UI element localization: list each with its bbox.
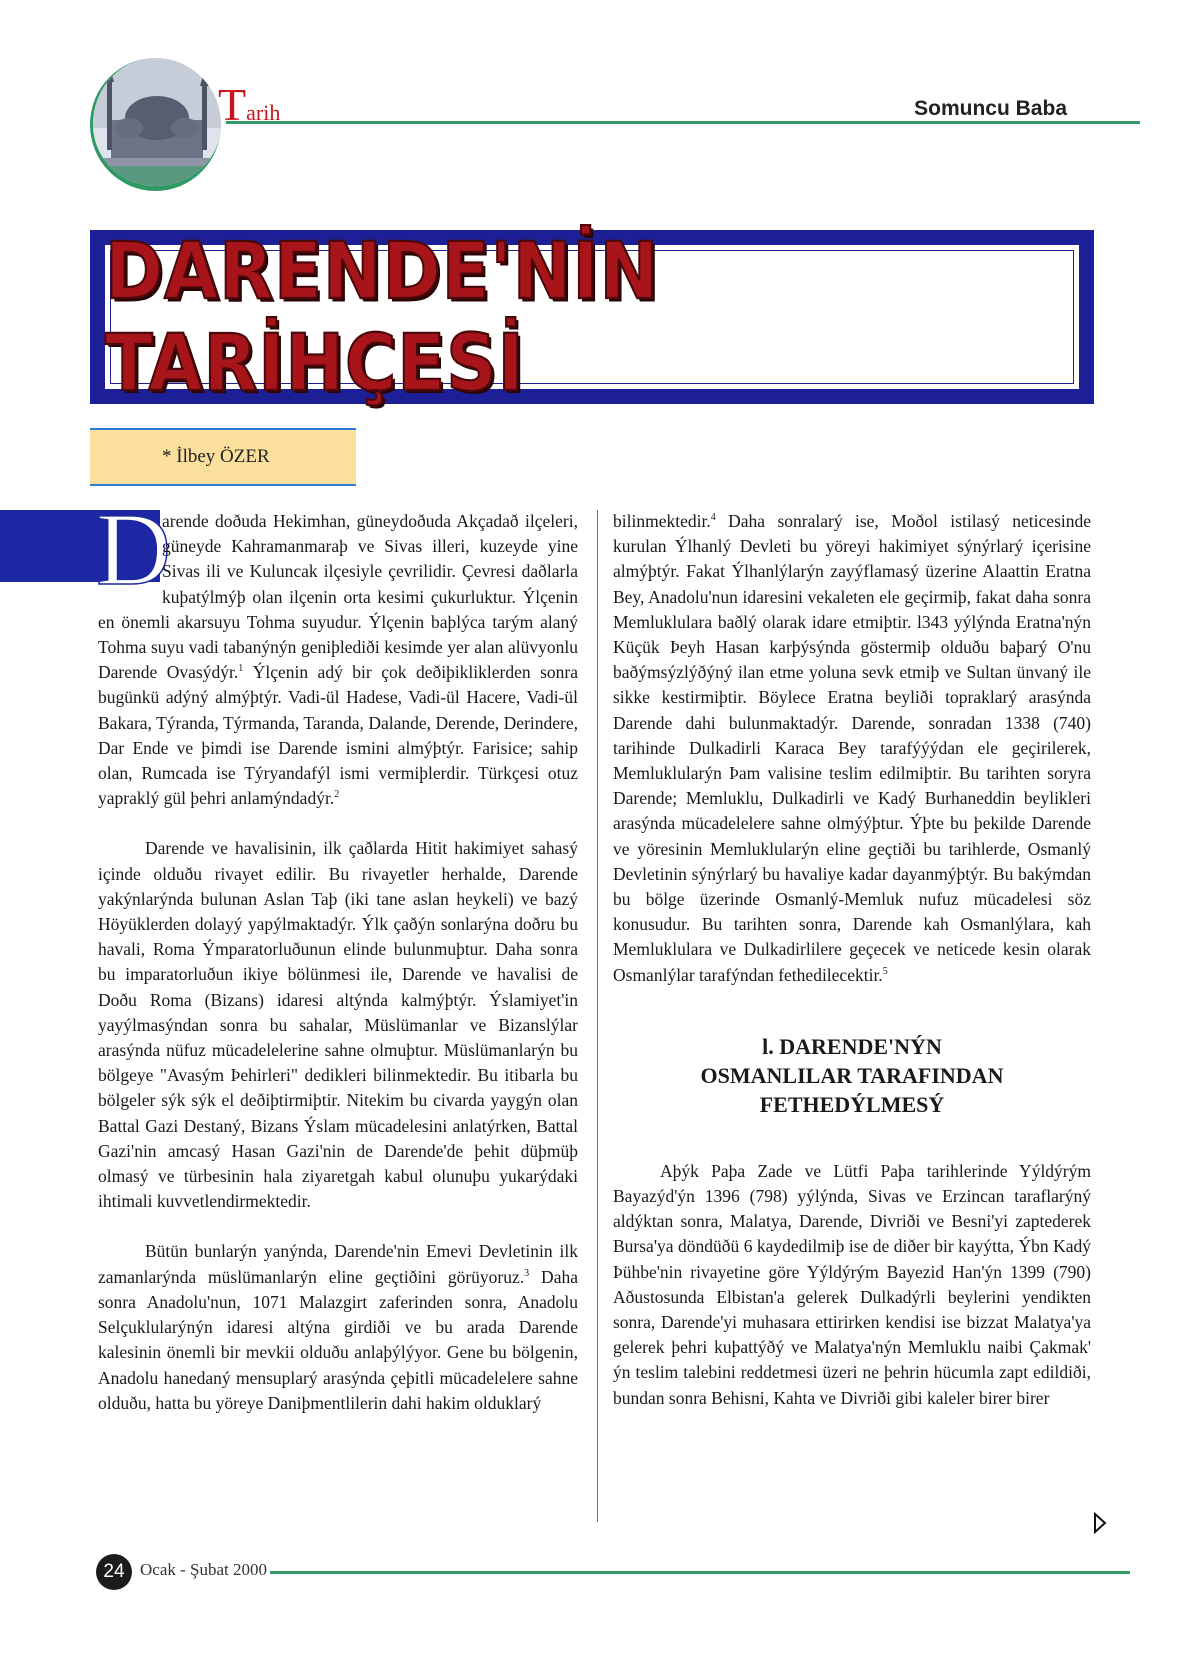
article-title: DARENDE'NİN TARİHÇESİ [105,225,660,409]
footnote-marker: 5 [882,965,888,977]
paragraph: Aþýk Paþa Zade ve Lütfi Paþa tarihlerinde Yýldýrým Bayazýd'ýn 1396 (798) yýlýnda, Sivas ve Erzincan taraflarýný aldýktan sonra, Malatya, Darende, Divriði ve Besni'yi zaptederek Bursa'ya döndüðü 6 kaydedilmiþ ise de diðer bir kayýtta, Ýbn Kadý Þühbe'nin rivayetine göre Yýldýrým Bayezid Han'ýn 1399 (790) Aðustosunda Elbistan'a gelerek Dulkadýrli beylerini yendikten sonra, Darende'yi muhasara ettirirken kendisi ise bizzat Malatya'ya gelerek þehri kuþattýðý ve Malatya'nýn Memluklu naibi Çakmak' ýn teslim talebini reddetmesi üzeri ne þehrin hücumla zapt edildiði, bundan sonra Behisni, Kahta ve Divriði gibi kaleler birer birer [613,1160,1091,1408]
footnote-marker: 4 [710,512,716,524]
mosque-icon [93,58,221,186]
magazine-name: Somuncu Baba [914,97,1067,120]
paragraph [98,509,578,811]
author-box [90,428,356,486]
paragraph-text: bilinmektedir. [613,511,711,531]
mosque-emblem [90,58,221,191]
paragraph-text: Daha sonralarý ise, Moðol istilasý neticesinde kurulan Ýlhanlý Devleti bu yöreyi hakimiyet sýnýrlarý içerisine almýþtýr. Fakat Ýlhanlýlarýn zayýflamasý üzerine Alaattin Eratna Bey, Anadolu'nun idaresini vekaleten ele geçirmiþ, fakat daha sonra Memluklulara baðlý olarak idare etmiþtir. l343 yýlýnda Eratna'nýn Küçük Þeyh Hasan karþýsýnda göstermiþ olduðu baþarý O'nu baðýmsýzlýðýný ilan etme yoluna sevk etmiþ ve Sultan ünvaný ile sikke kestirmiþtir. Böylece Eratna beyliði topraklarý arasýnda Darende dahi bulunmaktadýr. Darende, sonradan 1338 (740) tarihinde Dulkadirli Karaca Bey tarafýýýdan ele geçirilerek, Memluklularýn Þam valisine teslim edilmiþtir. Bu tarihten soryra Darende; Memluklu, Dulkadirli ve Kadý Burhaneddin beylikleri arasýnda mücadelelere sahne olmýýþtur. Ýþte bu þekilde Darende ve yöresinin Memluklularýn eline geçtiði bu tarihlerde, Osmanlý Devletinin sýnýrlarý bu havaliye kadar dayanmýþtýr. Bu bakýmdan bu bölge üzerinde Osmanlý-Memluk nufuz mücadelesi söz konusudur. Bu tarihten sonra, Darende kah Osmanlýlara, kah Memluklulara ve Dulkadirlilere geçecek ve neticede kesin olarak Osmanlýlar tarafýndan fethedilecektir. [613,511,1092,985]
paragraph-text: Ýlçenin adý bir çok deðiþikliklerden sonra bugünkü adýný almýþtýr. Vadi-ül Hadese, Vadi-ül Hacere, Vadi-ül Bakara, Týranda, Týrmanda, Taranda, Dalande, Derende, Derindere, Dar Ende ve þimdi ise Darende ismini almýþtýr. Farisice; sahip olan, Rumcada ise Týryandafýl ismi vermiþlerdir. Türkçesi otuz yapraklý gül þehri anlamýndadýr. [98,662,579,809]
section-heading [613,1032,1091,1119]
footnote-marker: 1 [238,663,244,675]
paragraph-text: Bütün bunlarýn yanýnda, Darende'nin Emevi Devletinin ilk zamanlarýnda müslümanlarýn eline geçtiðini görüyoruz.$^3$ Daha sonra Anadolu'nun, 1071 Malazgirt zaferinden sonra, Anadolu Selçuklularýnýn idaresi altýna girdiði ve bu arada Darende kalesinin önemli bir mevkii olduðu anlaþýlýyor. Gene bu bölgenin, Anadolu hanedaný mensuplarý arasýnda çeþitli mücadelelere sahne olduðu, hatta bu yöreye Daniþmentlilerin dahi hakim olduklarý [98,1241,578,1413]
paragraph [98,1239,578,1415]
section-rest: arih [246,100,281,125]
continue-arrow-icon [1093,1512,1107,1534]
footnote-marker: 2 [334,789,340,801]
section-heading-line: l. DARENDE'NÝN [762,1033,942,1059]
section-initial: T [218,79,247,130]
paragraph: Darende ve havalisinin, ilk çaðlarda Hitit hakimiyet sahasý içinde olduðu rivayet edilir. Bu rivayetler herhalde, Darende yakýnlarýnda bulunan Aslan Taþ (iki tane aslan heykeli) ve bazý Höyüklerden dolayý yapýlmaktadýr. Ýlk çaðýn sonlarýna doðru bu havali, Roma Ýmparatorluðunun elinde bulunmuþtur. Daha sonra bu imparatorluðun ikiye bölünmesi ile, Darende ve havalisi de Doðu Roma (Bizans) idaresi altýnda kalmýþtýr. Ýslamiyet'in yayýlmasýndan sonra bu sahalar, Müslümanlar ve Bizanslýlar arasýnda nüfuz mücadelelerine sahne olmuþtur. Müslümanlarýn bu bölgeye "Avasým Þehirleri" dedikleri bilinmektedir. Bu itibarla bu bölgeler sýk sýk el deðiþtirmiþtir. Nitekim bu civarda yaygýn olan Battal Gazi Destaný, Bizans Ýslam mücadelesini anlatýrken, Battal Gazi'nin amcasý Hasan Gazi'nin de Darende'de þehit düþmüþ olmasý ve türbesinin hala ziyaretgah kabul olunuþu yukarýdaki ihtimali kuvvetlendirmektedir. [98,838,578,1212]
footer-rule [270,1571,1130,1574]
dropcap-space [98,509,162,587]
paragraph-text: arende doðuda Hekimhan, güneydoðuda Akçadað ilçeleri, güneyde Kahramanmaraþ ve Sivas illeri, kuzeyde yine Sivas ili ve Kuluncak ilçesiyle çevrilidir. Çevresi daðlarla kuþatýlmýþ olan ilçenin orta kesimi çukurluktur. Ýlçenin en önemli akarsuyu Tohma suyudur. Ýlçenin baþlýca tarým alaný Tohma suyu vadi tabanýnýn geniþlediði kesimde yer alan alüvyonlu Darende Ovasýdýr. [98,511,578,683]
column-divider [597,510,598,1522]
header-rule [226,121,1140,124]
title-banner [90,225,1094,409]
author-name: * İlbey ÖZER [162,446,270,467]
right-column [613,509,1091,1411]
page-number: 24 [96,1554,132,1590]
section-heading-line: FETHEDÝLMESÝ [759,1091,945,1117]
paragraph [613,509,1091,988]
issue-date: Ocak - Şubat 2000 [140,1560,268,1579]
section-heading-line: OSMANLILAR TARAFINDAN [700,1062,1004,1088]
title-banner-inner [102,225,1082,409]
footnote-marker: 3 [524,1267,530,1279]
drop-cap: D [96,492,172,607]
left-column [98,509,578,1416]
